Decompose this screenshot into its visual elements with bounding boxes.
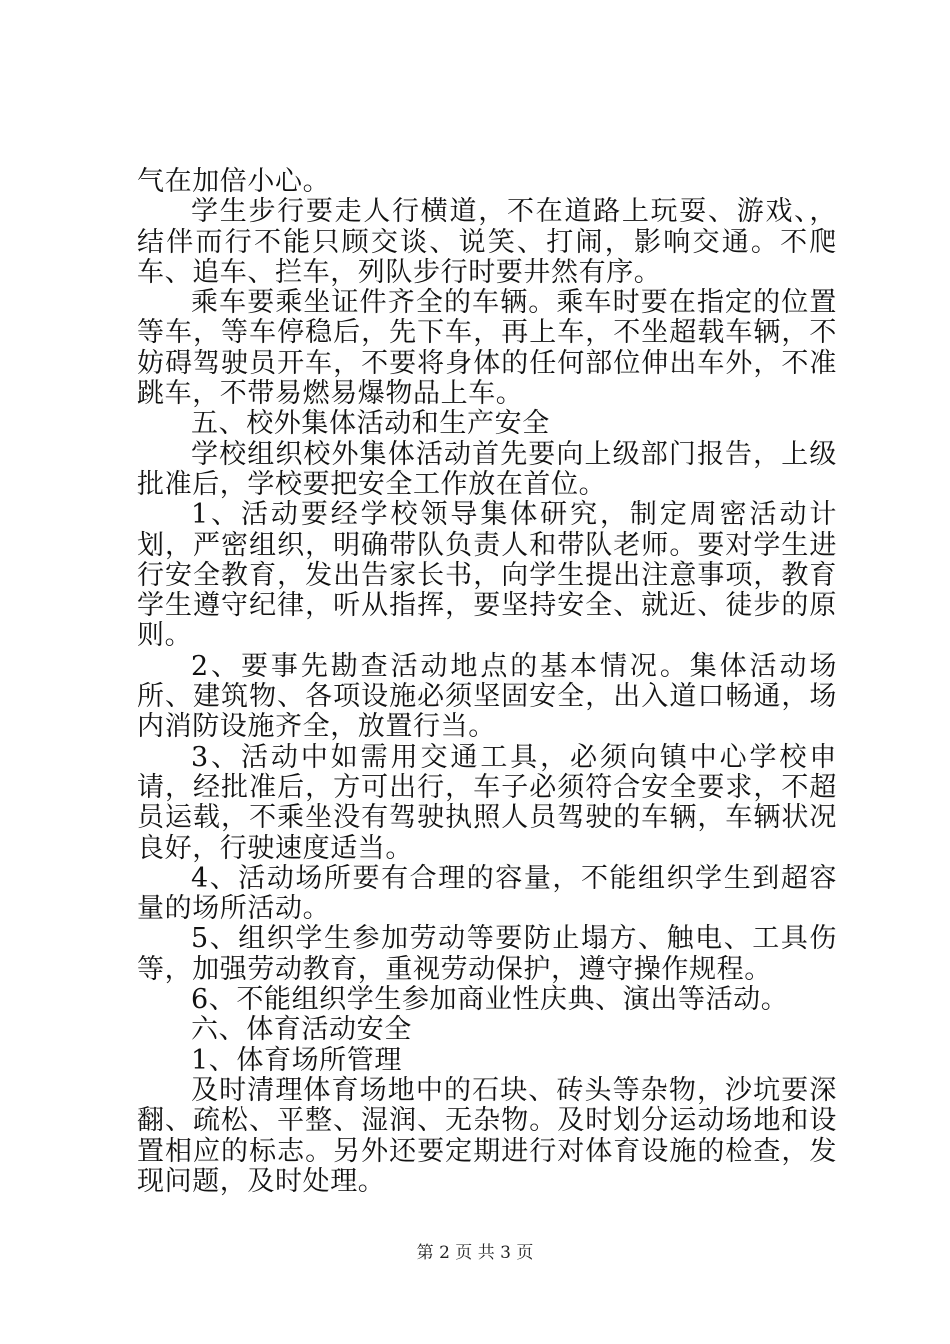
list-item-3: 3、活动中如需用交通工具，必须向镇中心学校申请，经批准后，方可出行，车子必须符合安全要求，不超员运载，不乘坐没有驾驶执照人员驾驶的车辆，车辆状况良好，行驶速度适当。 bbox=[137, 741, 837, 864]
paragraph-pedestrian-safety: 学生步行要走人行横道，不在道路上玩耍、游戏、，结伴而行不能只顾交谈、说笑、打闹，影响交通。不爬车、追车、拦车，列队步行时要井然有序。 bbox=[137, 196, 837, 288]
paragraph-sports-venue: 及时清理体育场地中的石块、砖头等杂物，沙坑要深翻、疏松、平整、湿润、无杂物。及时划分运动场地和设置相应的标志。另外还要定期进行对体育设施的检查，发现问题，及时处理。 bbox=[137, 1074, 837, 1197]
list-item-5: 5、组织学生参加劳动等要防止塌方、触电、工具伤等，加强劳动教育，重视劳动保护，遵守操作规程。 bbox=[137, 923, 837, 985]
section-heading-6: 六、体育活动安全 bbox=[191, 1014, 412, 1046]
section-heading-5: 五、校外集体活动和生产安全 bbox=[191, 408, 550, 440]
paragraph-report-requirement: 学校组织校外集体活动首先要向上级部门报告，上级批准后，学校要把安全工作放在首位。 bbox=[137, 438, 837, 500]
list-item-2: 2、要事先勘查活动地点的基本情况。集体活动场所、建筑物、各项设施必须坚固安全，出入道口畅通，场内消防设施齐全，放置行当。 bbox=[137, 650, 837, 743]
paragraph-continuation: 气在加倍小心。 bbox=[137, 166, 331, 197]
page-number-footer: 第 2 页 共 3 页 bbox=[416, 1243, 534, 1263]
list-item-6: 6、不能组织学生参加商业性庆典、演出等活动。 bbox=[191, 984, 789, 1016]
list-item-1: 1、活动要经学校领导集体研究，制定周密活动计划，严密组织，明确带队负责人和带队老师。要对学生进行安全教育，发出告家长书，向学生提出注意事项，教育学生遵守纪律，听从指挥，要坚持安全、就近、徒步的原则。 bbox=[137, 499, 837, 652]
subsection-heading-1: 1、体育场所管理 bbox=[191, 1044, 402, 1076]
document-body bbox=[137, 167, 837, 1197]
list-item-4: 4、活动场所要有合理的容量，不能组织学生到超容量的场所活动。 bbox=[137, 862, 837, 925]
paragraph-vehicle-safety: 乘车要乘坐证件齐全的车辆。乘车时要在指定的位置等车，等车停稳后，先下车，再上车，不坐超载车辆，不妨碍驾驶员开车，不要将身体的任何部位伸出车外，不准跳车，不带易燃易爆物品上车。 bbox=[137, 287, 837, 410]
